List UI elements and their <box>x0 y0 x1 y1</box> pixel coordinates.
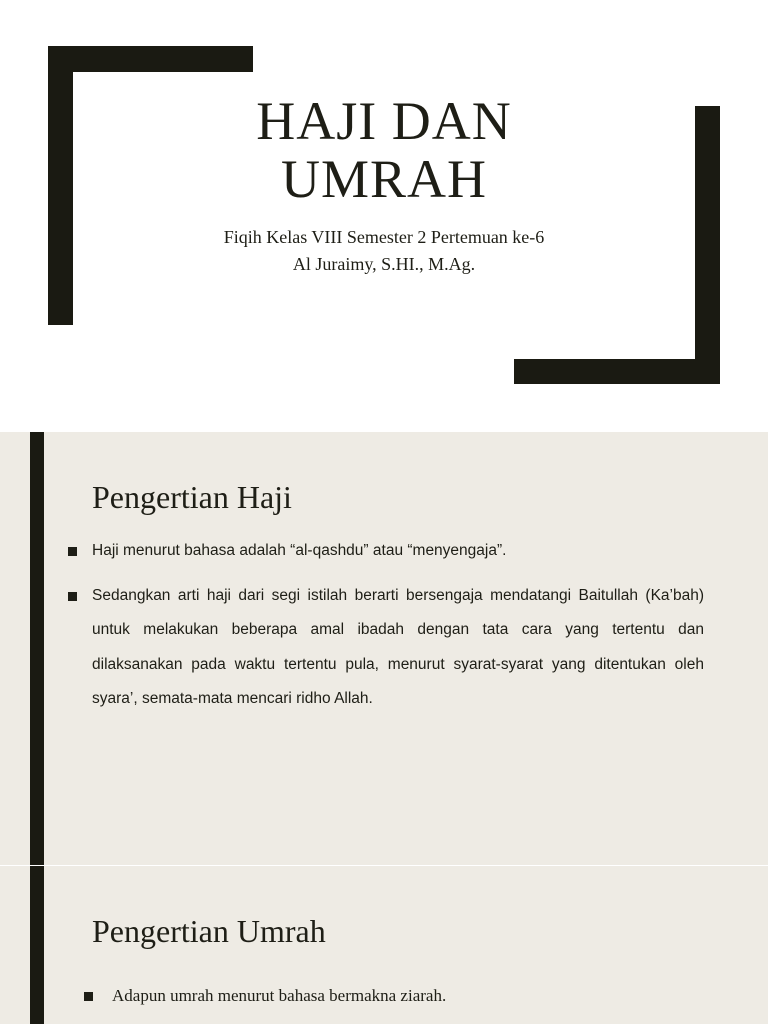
bullet-square-icon <box>68 547 77 556</box>
slide-heading: Pengertian Umrah <box>92 913 326 949</box>
content-slide-haji <box>0 432 768 865</box>
title-line: UMRAH <box>280 149 488 209</box>
content-slide-umrah <box>0 866 768 1024</box>
left-accent-bar <box>30 432 44 865</box>
bottom-right-frame-vertical <box>695 106 720 384</box>
bullet-text: Haji menurut bahasa adalah “al-qashdu” atau “menyengaja”. <box>92 542 507 559</box>
top-left-frame-horizontal <box>48 46 253 72</box>
bullet-text: Sedangkan arti haji dari segi istilah berarti bersengaja mendatangi Baitullah (Ka’bah) untuk melakukan beberapa amal ibadah dengan tata cara yang tertentu dan dilaksanakan pada waktu tertentu pula, menurut syarat-syarat yang ditentukan oleh syara’, semata-mata mencari ridho Allah. <box>92 586 704 707</box>
bullet-square-icon <box>84 992 93 1001</box>
bullet-text: Adapun umrah menurut bahasa bermakna ziarah. <box>112 986 447 1005</box>
bottom-right-frame-horizontal <box>514 359 720 384</box>
top-left-frame-vertical <box>48 46 73 325</box>
list-item <box>68 579 704 717</box>
title-line: HAJI DAN <box>256 91 512 151</box>
bullet-square-icon <box>68 592 77 601</box>
presentation-subtitle <box>150 224 618 278</box>
list-item <box>68 534 704 569</box>
presentation-title <box>150 92 618 208</box>
subtitle-course: Fiqih Kelas VIII Semester 2 Pertemuan ke-6 <box>223 227 545 247</box>
bullet-list <box>68 982 704 1010</box>
left-accent-bar <box>30 866 44 1024</box>
bullet-list <box>68 534 704 717</box>
title-slide <box>0 0 768 432</box>
slide-heading: Pengertian Haji <box>92 479 292 515</box>
list-item <box>68 982 704 1010</box>
subtitle-author: Al Juraimy, S.HI., M.Ag. <box>292 254 476 274</box>
